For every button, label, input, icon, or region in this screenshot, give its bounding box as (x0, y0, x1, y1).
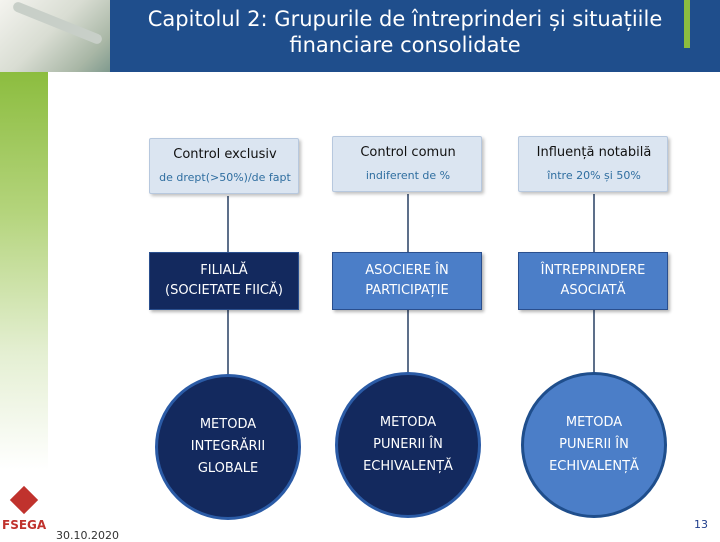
header-bar (0, 0, 720, 72)
control-title: Control comun (360, 145, 456, 160)
slide-date: 30.10.2020 (56, 529, 119, 542)
fsega-logo (0, 484, 48, 540)
connector-3b (593, 310, 595, 376)
control-title: Influență notabilă (536, 145, 652, 160)
control-box-joint (332, 136, 482, 192)
left-accent-bar (0, 72, 48, 540)
entity-box-joint-venture: ASOCIERE ÎN PARTICIPAȚIE (332, 252, 482, 310)
header-accent-mark (684, 0, 690, 48)
title-line-1: Capitolul 2: Grupurile de întreprinderi și situațiile (147, 7, 663, 31)
method-circle-equity-1: METODA PUNERII ÎN ECHIVALENȚĂ (335, 372, 481, 518)
method-circle-equity-2: METODA PUNERII ÎN ECHIVALENȚĂ (521, 372, 667, 518)
slide-title (110, 6, 700, 58)
pen-image (12, 1, 104, 46)
control-subtitle: de drept(>50%)/de fapt (159, 171, 291, 184)
logo-text: FSEGA (2, 518, 47, 532)
slide-number: 13 (694, 518, 708, 531)
connector-3a (593, 194, 595, 252)
control-box-significant-influence (518, 136, 668, 192)
title-line-2: financiare consolidate (289, 33, 521, 57)
control-subtitle: indiferent de % (365, 169, 451, 182)
connector-2a (407, 194, 409, 252)
connector-1a (227, 196, 229, 252)
header-photo (0, 0, 110, 72)
entity-box-subsidiary: FILIALĂ (SOCIETATE FIICĂ) (149, 252, 299, 310)
method-circle-global-integration: METODA INTEGRĂRII GLOBALE (155, 374, 301, 520)
connector-2b (407, 310, 409, 376)
control-title: Control exclusiv (173, 147, 277, 162)
control-subtitle: între 20% și 50% (547, 169, 641, 182)
logo-emblem (10, 486, 38, 514)
connector-1b (227, 310, 229, 376)
entity-box-associate: ÎNTREPRINDERE ASOCIATĂ (518, 252, 668, 310)
control-box-exclusive (149, 138, 299, 194)
